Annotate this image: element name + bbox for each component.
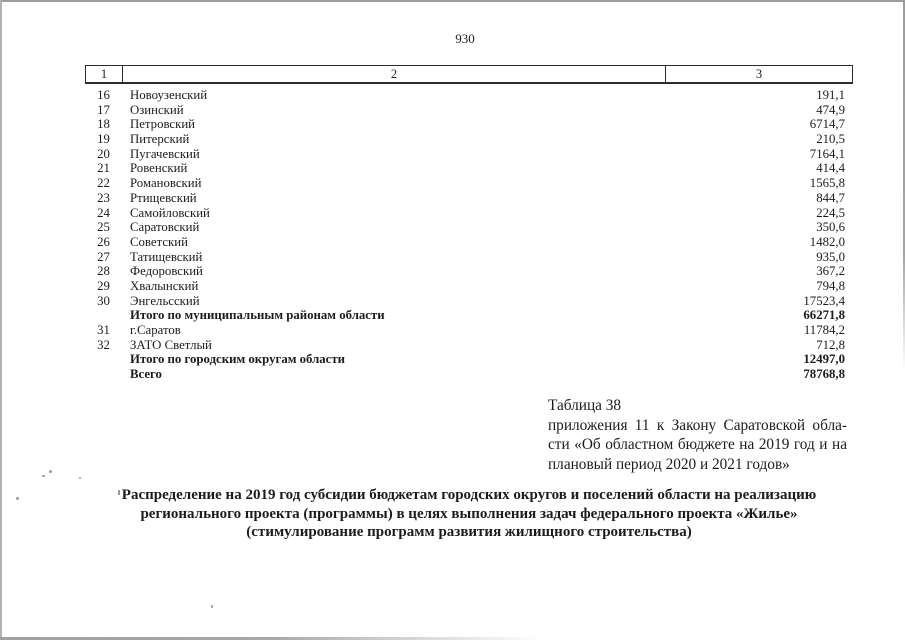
row-number: 19 [97, 132, 110, 147]
row-amount: 11784,2 [803, 323, 845, 337]
row-number: 20 [97, 146, 110, 161]
row-number: 31 [97, 323, 110, 337]
row-amount: 66271,8 [803, 308, 845, 323]
row-amount: 6714,7 [809, 117, 845, 132]
annotation-line: Таблица 38 [548, 397, 622, 414]
table-header-row [85, 65, 853, 84]
row-district: Саратовский [130, 220, 200, 235]
table-header-col-3: 3 [755, 67, 763, 81]
row-district: ЗАТО Светлый [130, 337, 212, 352]
row-amount: 12497,0 [803, 352, 845, 367]
table-header-col-2: 2 [123, 66, 666, 82]
row-number: 17 [97, 102, 110, 117]
row-district: Всего [130, 367, 162, 382]
table-row [85, 176, 853, 191]
row-district: Новоузенский [130, 88, 208, 102]
row-amount: 794,8 [816, 278, 845, 293]
row-number: 16 [97, 88, 110, 102]
row-amount: 224,5 [816, 205, 845, 220]
row-amount: 350,6 [816, 220, 845, 235]
row-district: Энгельсский [130, 293, 200, 308]
table-row [85, 264, 853, 279]
row-district: Ртищевский [130, 190, 197, 205]
row-number [85, 308, 122, 323]
annotation-line: плановый период 2020 и 2021 годов» [548, 455, 790, 473]
row-amount: 935,0 [816, 249, 845, 264]
scan-speck [79, 477, 81, 479]
table-row [85, 191, 853, 206]
row-amount: 367,2 [816, 264, 845, 279]
row-district: г.Саратов [130, 323, 181, 337]
scan-edge-left [0, 0, 2, 640]
row-number [85, 352, 122, 367]
row-district: Итого по муниципальным районам области [130, 308, 385, 323]
table-row [85, 323, 853, 338]
row-amount: 210,5 [816, 132, 845, 147]
document-title [85, 486, 853, 542]
row-district: Ровенский [130, 161, 188, 176]
row-amount: 474,9 [816, 102, 845, 117]
row-district: Советский [130, 234, 188, 249]
table-annotation [548, 396, 847, 474]
row-number: 23 [97, 190, 110, 205]
row-number: 25 [97, 220, 110, 235]
table-row [85, 147, 853, 162]
row-amount: 844,7 [816, 190, 845, 205]
row-number [85, 367, 122, 382]
table-row [85, 367, 853, 382]
row-amount: 414,4 [816, 161, 845, 176]
row-amount: 78768,8 [803, 367, 845, 382]
annotation-line: сти «Об областном бюджете на 2019 год и на [548, 436, 847, 454]
row-district: Хвалынский [130, 278, 199, 293]
row-number: 21 [97, 161, 110, 176]
title-line: (стимулирование программ развития жилищного строительства) [246, 524, 692, 541]
table-row [85, 103, 853, 118]
table-row [85, 88, 853, 103]
row-number: 29 [97, 278, 110, 293]
table-row [85, 235, 853, 250]
row-number: 24 [97, 205, 110, 220]
table-row [85, 161, 853, 176]
row-district: Самойловский [130, 205, 210, 220]
row-amount: 1565,8 [809, 176, 845, 191]
row-district: Озинский [130, 102, 184, 117]
row-number: 32 [97, 337, 110, 352]
row-district: Итого по городским округам области [130, 352, 346, 367]
row-amount: 712,8 [816, 337, 845, 352]
table-row [85, 220, 853, 235]
scan-speck [49, 470, 52, 473]
table-row [85, 279, 853, 294]
row-amount: 1482,0 [809, 234, 845, 249]
table-rows [85, 88, 853, 382]
row-number: 27 [97, 249, 110, 264]
scan-speck [118, 490, 120, 495]
row-district: Татищевский [130, 249, 203, 264]
table-row [85, 117, 853, 132]
title-line: регионального проекта (программы) в целях выполнения задач федерального проекта «Жилье» [140, 505, 798, 522]
scan-speck [16, 497, 19, 500]
table-row [85, 338, 853, 353]
row-number: 22 [97, 176, 110, 191]
table-row [85, 132, 853, 147]
row-number: 26 [97, 234, 110, 249]
table-header-col-1: 1 [86, 66, 123, 82]
annotation-line: приложения 11 к Закону Саратовской обла- [548, 416, 847, 434]
row-district: Петровский [130, 117, 196, 132]
page-number: 930 [455, 31, 475, 46]
row-amount: 191,1 [816, 88, 845, 102]
table-row [85, 352, 853, 367]
row-number: 30 [97, 293, 110, 308]
table-row [85, 206, 853, 221]
row-amount: 17523,4 [803, 293, 845, 308]
table-row [85, 294, 853, 309]
row-district: Федоровский [130, 264, 203, 279]
table-row [85, 250, 853, 265]
scan-speck [42, 475, 45, 477]
title-line: Распределение на 2019 год субсидии бюджетам городских округов и поселений области на реализацию [121, 487, 817, 503]
row-amount: 7164,1 [809, 146, 845, 161]
row-district: Питерский [130, 132, 190, 147]
scan-edge-top [0, 0, 905, 2]
row-district: Романовский [130, 176, 202, 191]
scan-speck [211, 605, 213, 608]
row-number: 28 [97, 264, 110, 279]
row-number: 18 [97, 117, 110, 132]
table-row [85, 308, 853, 323]
row-district: Пугачевский [130, 146, 200, 161]
